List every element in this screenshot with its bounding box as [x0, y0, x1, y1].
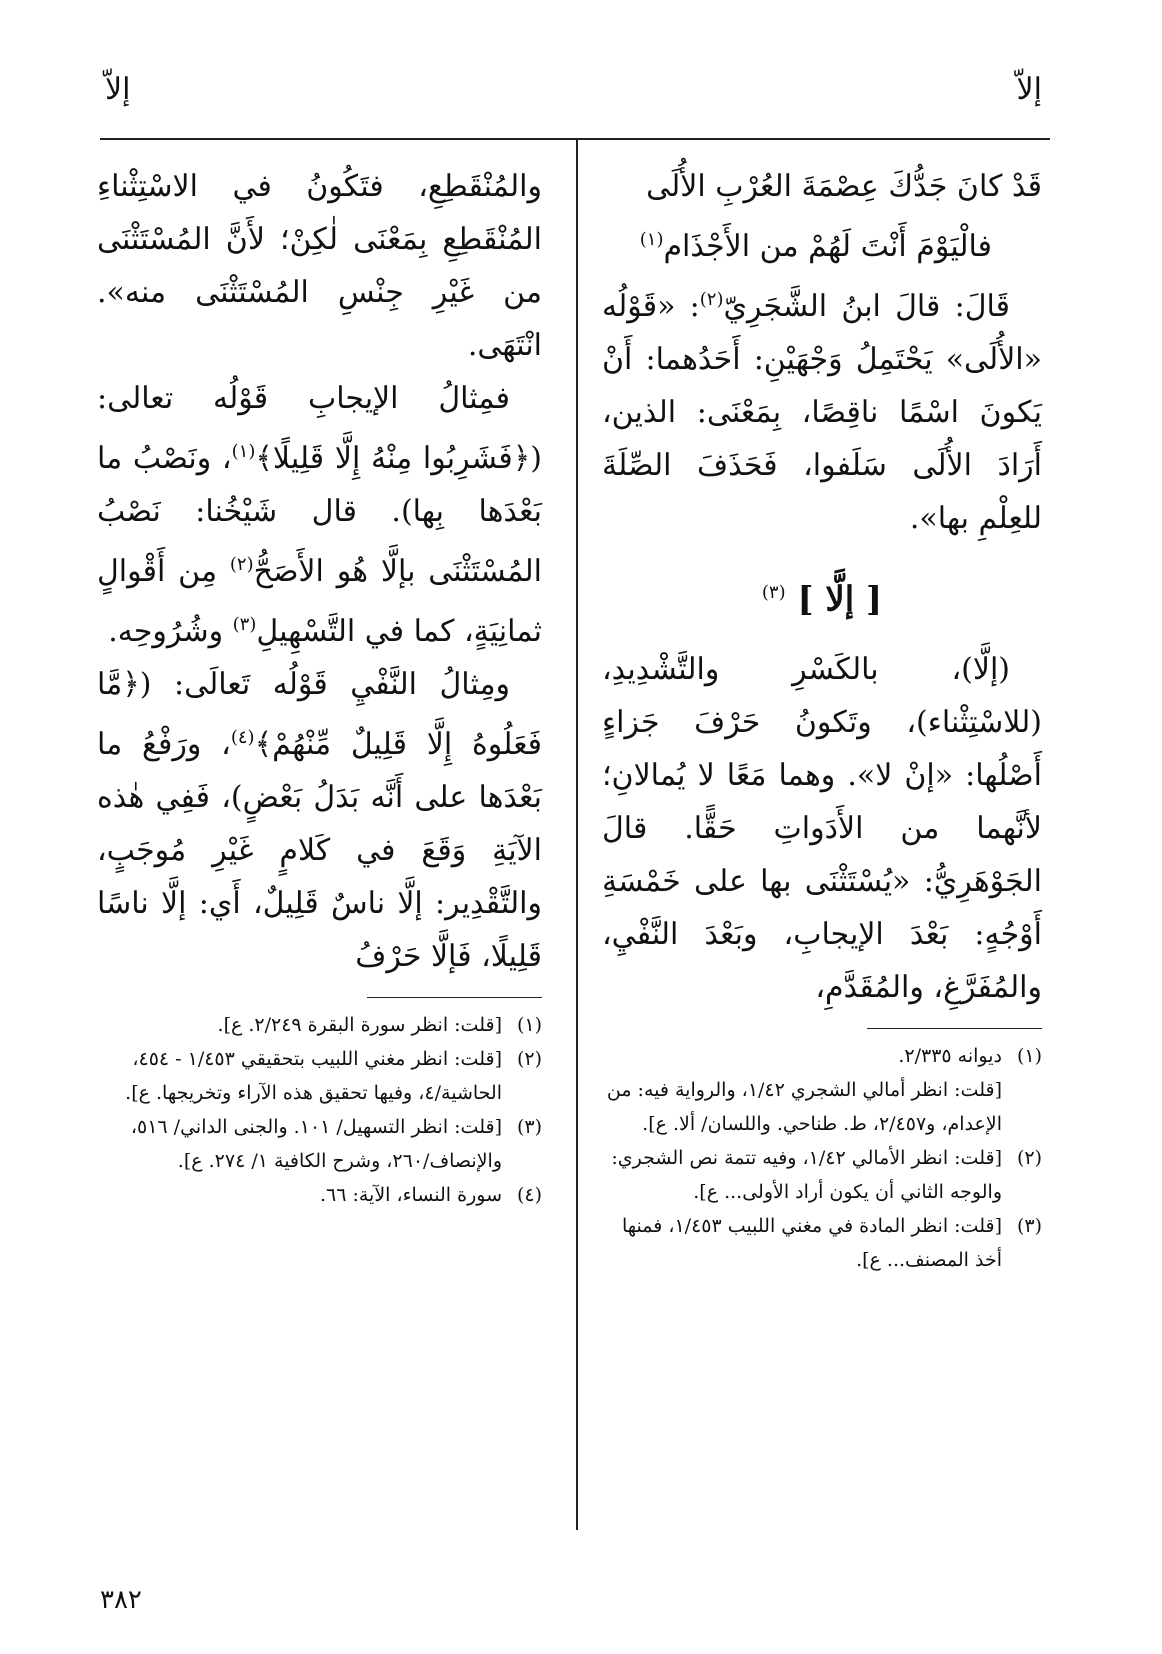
left-column	[97, 160, 542, 1212]
footnote	[97, 1042, 542, 1110]
paragraph-text: مِن أَقْوالٍ ثمانِيَةٍ، كما في التَّسْهِيلِ	[97, 554, 542, 649]
footnote-rule	[367, 997, 542, 998]
right-column	[602, 160, 1042, 1277]
footnote-ref: (١)	[639, 229, 664, 250]
footnote-text: ديوانه ٢/٣٣٥.	[898, 1045, 1002, 1068]
paragraph-text: فمِثالُ الإيجابِ قَوْلُه تعالى: (﴿فَشَرِبُوا مِنْهُ إِلَّا قَلِيلًا﴾	[97, 381, 543, 476]
paragraph-text: ، ونَصْبُ ما بَعْدَها بِها). قال شَيْخُنا: نَصْبُ المُسْتَثْنَى بإلَّا هُو الأَصَحُّ	[97, 441, 542, 589]
running-head-right: إلاّ	[1016, 72, 1042, 107]
column-divider	[576, 138, 578, 1530]
footnote-ref: (١)	[231, 441, 256, 462]
right-body-2	[602, 643, 1042, 1014]
paragraph-text: : «قَوْلُه «الأُلَى» يَحْتَمِلُ وَجْهَيْنِ: أَحَدُهما: أَنْ يَكونَ اسْمًا ناقِصًا، بِمَعْنَى: الذين، أَرَادَ الأُلَى سَلَفوا، فَحَذَفَ الصِّلَةَ للعِلْمِ بها».	[602, 289, 1042, 536]
right-body	[602, 160, 1042, 545]
paragraph-ibn-shajari	[602, 273, 1042, 545]
paragraph-ijab	[97, 372, 542, 658]
footnote-text: [قلت: انظر سورة البقرة ٢/٢٤٩. ع].	[217, 1014, 502, 1036]
footnote-ref: (٢)	[699, 289, 724, 310]
footnote-text: [قلت: انظر مغني اللبيب بتحقيقي ١/٤٥٣ - ٤٥٤، الحاشية/٤، وفيها تحقيق هذه الآراء وتخريجها. ع].	[125, 1048, 502, 1104]
paragraph-nafy	[97, 658, 542, 983]
verse-line-1: قَدْ كانَ جَدُّكَ عِصْمَةَ العُرْبِ الأُلَى	[646, 169, 1042, 204]
footnote	[602, 1073, 1042, 1141]
entry-heading-text: [ إلَّا ]	[797, 579, 883, 620]
footnote-text: سورة النساء، الآية: ٦٦.	[319, 1184, 502, 1206]
footnote-ref: (٤)	[230, 727, 255, 748]
running-head-left: إلاّ	[105, 72, 131, 107]
footnote	[602, 1039, 1042, 1073]
verse-line-2-text: فالْيَوْمَ أَنْتَ لَهُمْ من الأَجْذَام	[663, 229, 992, 264]
footnote-text: [قلت: انظر المادة في مغني اللبيب ١/٤٥٣، فمنها أخذ المصنف... ع].	[621, 1215, 1002, 1272]
footnote	[97, 1008, 542, 1042]
paragraph-definition: (إلَّا)، بالكَسْرِ والتَّشْدِيدِ، (للاسْتِثْناء)، وتَكونُ حَرْفَ جَزاءٍ أَصْلُها: «إنْ لا». وهما مَعًا لا يُمالانِ؛ لأنَّهما من الأَدَواتِ حَقًّا. قالَ الجَوْهَرِيُّ: «يُسْتَثْنَى بها على خَمْسَةِ أَوْجُهٍ: بَعْدَ الإيجابِ، وبَعْدَ النَّفْيِ، والمُفَرَّغِ، والمُقَدَّمِ،	[602, 652, 1042, 1006]
footnote-ref: (٣)	[232, 614, 257, 635]
paragraph-text: قَالَ: قالَ ابنُ الشَّجَرِيّ	[723, 289, 1011, 324]
footnote	[602, 1141, 1042, 1209]
footnote-number: (٢)	[516, 1048, 542, 1070]
footnote	[97, 1110, 542, 1178]
footnote-ref: (٢)	[229, 554, 254, 575]
footnote-text: [قلت: انظر أمالي الشجري ١/٤٢، والرواية فيه: من الإعدام، و٢/٤٥٧، ط. طناحي. واللسان/ ألا. ع].	[606, 1079, 1002, 1136]
paragraph-text: ، ورَفْعُ ما بَعْدَها على أَنَّه بَدَلُ بَعْضٍ)، فَفِي هٰذه الآيَةِ وَقَعَ في كَلامٍ غَيْرِ مُوجَبٍ، والتَّقْدِير: إلَّا ناسٌ قَلِيلٌ، أَي: إلَّا ناسًا قَلِيلًا، فَإلَّا حَرْفُ	[97, 727, 542, 974]
page-number: ٣٨٢	[100, 1585, 142, 1615]
header-rule	[100, 138, 1050, 140]
entry-heading	[602, 563, 1042, 629]
left-footnotes	[97, 1008, 542, 1212]
footnote-text: [قلت: انظر الأمالي ١/٤٢، وفيه تتمة نص الشجري: والوجه الثاني أن يكون أراد الأولى... ع].	[611, 1147, 1002, 1204]
right-footnotes	[602, 1039, 1042, 1277]
footnote	[97, 1178, 542, 1212]
footnote-number: (١)	[1016, 1045, 1042, 1068]
footnote-number: (٢)	[1016, 1147, 1042, 1170]
verse-line-2	[602, 213, 1042, 273]
left-body	[97, 160, 542, 983]
footnote-number: (٣)	[1016, 1215, 1042, 1238]
footnote-number	[1002, 1073, 1042, 1141]
paragraph-munqati: والمُنْقَطِعِ، فتَكُونُ في الاسْتِثْناءِ المُنْقَطِعِ بِمَعْنَى لٰكِنْ؛ لأَنَّ المُسْتَثْنَى من غَيْرِ جِنْسِ المُسْتَثْنَى منه». انْتَهَى.	[97, 169, 542, 363]
footnote-text: [قلت: انظر التسهيل/ ١٠١. والجنى الداني/ ٥١٦، والإنصاف/٢٦٠، وشرح الكافية ١/ ٢٧٤. ع].	[130, 1116, 502, 1172]
footnote-number: (٣)	[516, 1116, 542, 1138]
footnote-number: (٤)	[516, 1184, 542, 1206]
paragraph-text: وشُرُوحِه.	[108, 614, 233, 649]
paragraph-text: ومِثالُ النَّفْيِ قَوْلُه تَعالَى: (﴿مَّا فَعَلُوهُ إِلَّا قَلِيلٌ مِّنْهُمْ﴾	[97, 667, 543, 762]
footnote-rule	[867, 1028, 1042, 1029]
footnote-number: (١)	[516, 1014, 542, 1036]
footnote	[602, 1209, 1042, 1277]
footnote-ref: (٣)	[761, 582, 786, 603]
